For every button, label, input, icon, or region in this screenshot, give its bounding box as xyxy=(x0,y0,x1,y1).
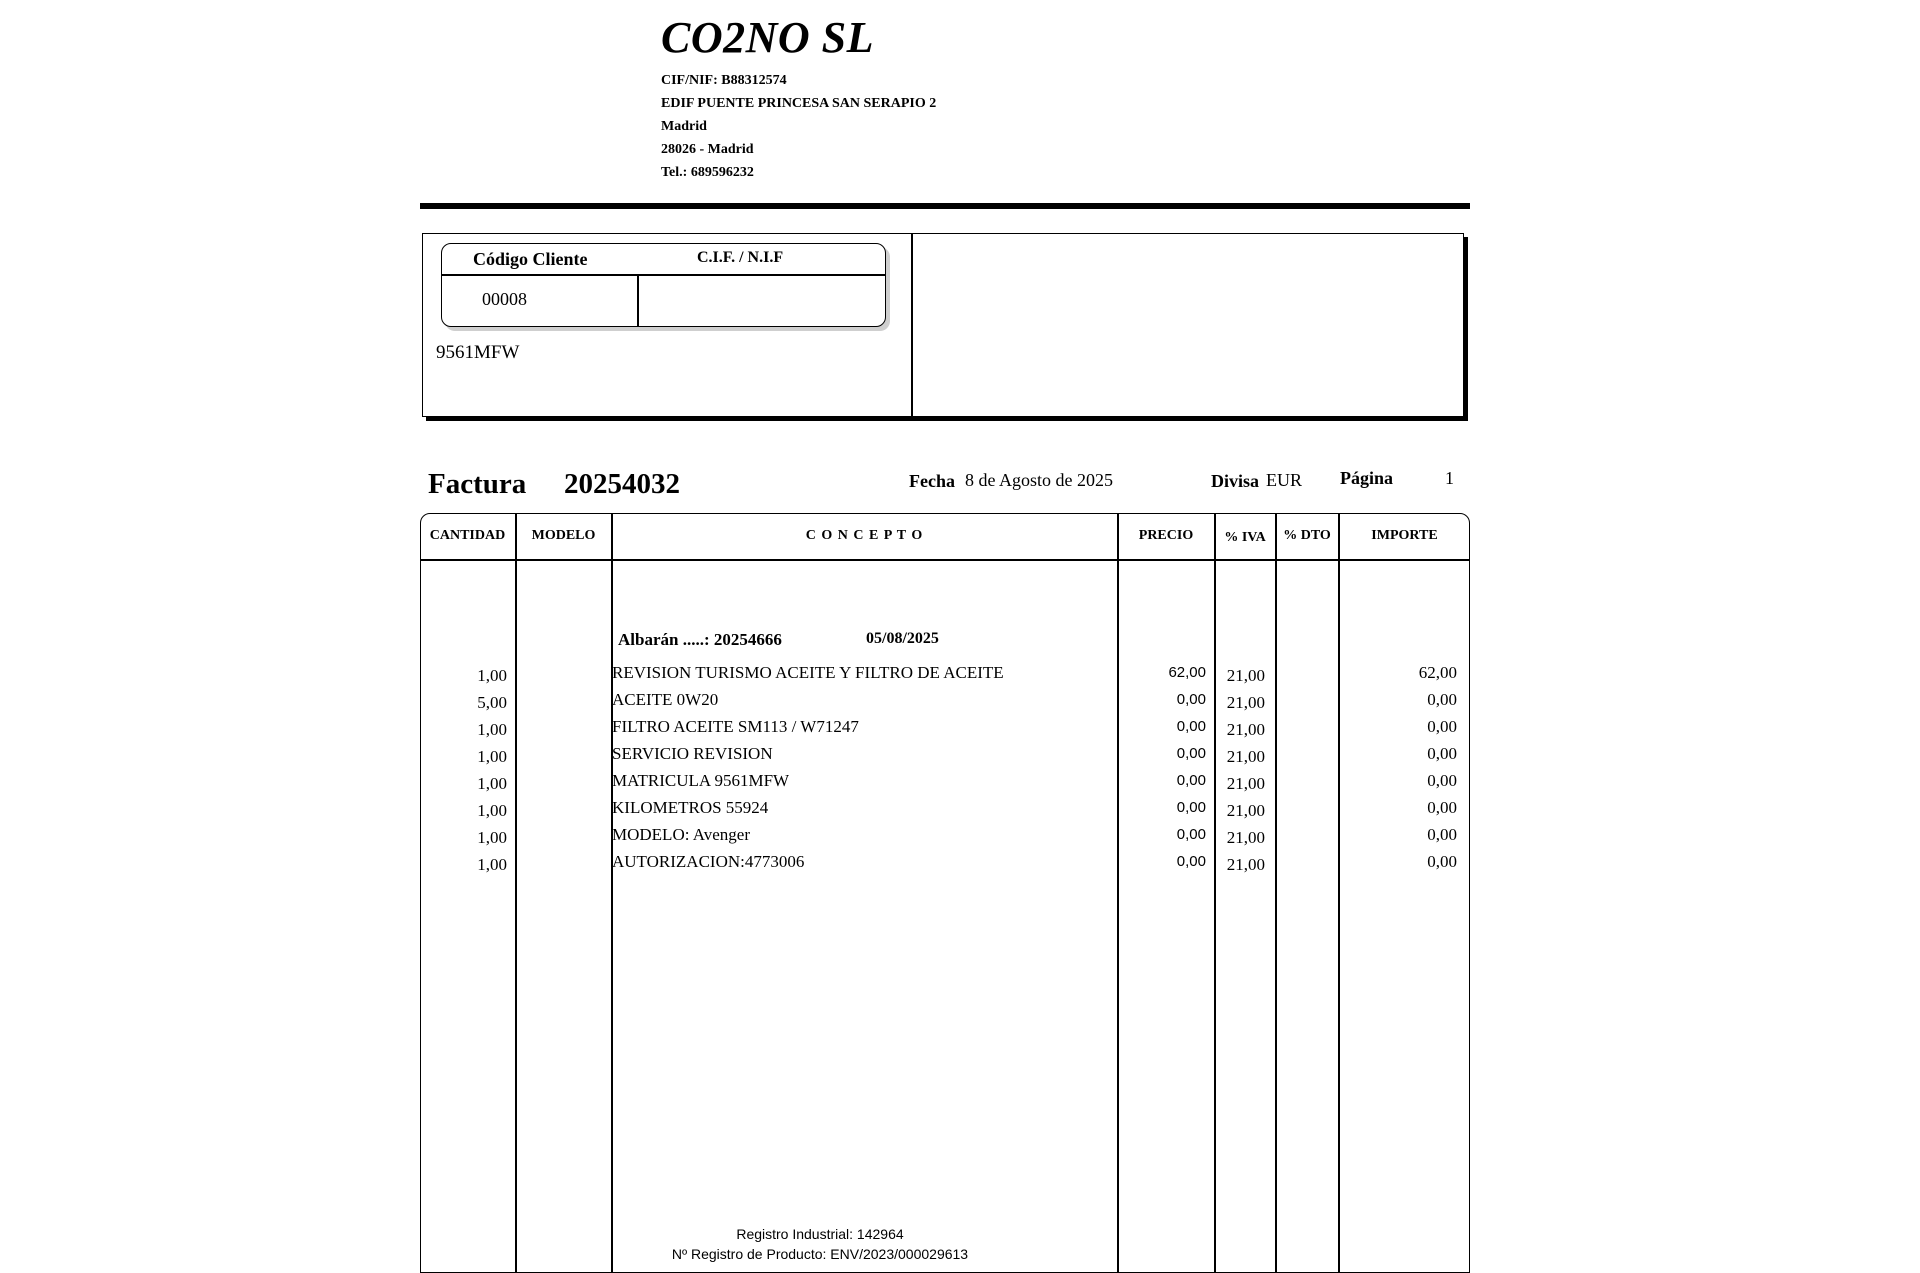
client-code-label: Código Cliente xyxy=(473,249,588,269)
row-concepto: KILOMETROS 55924 xyxy=(612,798,769,817)
client-box-divider xyxy=(911,233,913,417)
row-cantidad: 1,00 xyxy=(477,747,507,766)
row-precio: 0,00 xyxy=(1176,718,1206,735)
row-concepto: MODELO: Avenger xyxy=(612,825,751,844)
row-iva: 21,00 xyxy=(1226,828,1265,847)
row-precio: 0,00 xyxy=(1176,799,1206,816)
row-iva: 21,00 xyxy=(1226,693,1265,712)
row-importe: 0,00 xyxy=(1427,798,1457,817)
row-iva: 21,00 xyxy=(1226,855,1265,874)
company-city: Madrid xyxy=(661,119,707,134)
company-cif: CIF/NIF: B88312574 xyxy=(661,73,787,88)
row-importe: 0,00 xyxy=(1427,690,1457,709)
header-importe: IMPORTE xyxy=(1371,528,1438,543)
date-value: 8 de Agosto de 2025 xyxy=(965,470,1113,490)
row-iva: 21,00 xyxy=(1226,747,1265,766)
row-iva: 21,00 xyxy=(1226,666,1265,685)
header-divider xyxy=(420,203,1470,209)
row-cantidad: 5,00 xyxy=(477,693,507,712)
column-divider xyxy=(1117,513,1119,1273)
table-row xyxy=(0,852,1920,879)
row-precio: 0,00 xyxy=(1176,772,1206,789)
company-phone: Tel.: 689596232 xyxy=(661,165,754,180)
row-concepto: MATRICULA 9561MFW xyxy=(612,771,790,790)
header-dto: % DTO xyxy=(1283,528,1331,543)
row-cantidad: 1,00 xyxy=(477,720,507,739)
header-precio: PRECIO xyxy=(1138,528,1194,543)
row-precio: 62,00 xyxy=(1168,664,1206,681)
date-label: Fecha xyxy=(909,471,955,491)
client-card-column-separator xyxy=(637,274,639,327)
company-postal: 28026 - Madrid xyxy=(661,142,754,157)
column-divider xyxy=(611,513,613,1273)
row-importe: 0,00 xyxy=(1427,825,1457,844)
row-importe: 0,00 xyxy=(1427,744,1457,763)
row-iva: 21,00 xyxy=(1226,801,1265,820)
row-concepto: FILTRO ACEITE SM113 / W71247 xyxy=(612,717,859,736)
row-importe: 0,00 xyxy=(1427,852,1457,871)
row-cantidad: 1,00 xyxy=(477,774,507,793)
client-card-separator xyxy=(441,274,886,276)
header-iva: % IVA xyxy=(1224,530,1266,545)
column-divider xyxy=(515,513,517,1273)
header-modelo: MODELO xyxy=(531,528,596,543)
row-concepto: REVISION TURISMO ACEITE Y FILTRO DE ACEITE xyxy=(612,663,1004,682)
row-precio: 0,00 xyxy=(1176,853,1206,870)
row-precio: 0,00 xyxy=(1176,745,1206,762)
row-precio: 0,00 xyxy=(1176,826,1206,843)
currency-label: Divisa xyxy=(1211,471,1260,491)
invoice-number: 20254032 xyxy=(564,468,680,500)
table-row xyxy=(0,798,1920,825)
currency-value: EUR xyxy=(1266,470,1302,490)
registro-industrial: Registro Industrial: 142964 xyxy=(736,1226,904,1242)
row-cantidad: 1,00 xyxy=(477,801,507,820)
row-precio: 0,00 xyxy=(1176,691,1206,708)
table-row xyxy=(0,717,1920,744)
row-concepto: SERVICIO REVISION xyxy=(612,744,773,763)
table-row xyxy=(0,744,1920,771)
header-cantidad: CANTIDAD xyxy=(429,528,506,543)
row-iva: 21,00 xyxy=(1226,720,1265,739)
invoice-label: Factura xyxy=(428,468,527,500)
client-plate: 9561MFW xyxy=(436,342,520,363)
row-importe: 0,00 xyxy=(1427,717,1457,736)
table-row xyxy=(0,825,1920,852)
table-row xyxy=(0,771,1920,798)
company-name: CO2NO SL xyxy=(661,13,875,62)
company-address: EDIF PUENTE PRINCESA SAN SERAPIO 2 xyxy=(661,96,937,111)
row-iva: 21,00 xyxy=(1226,774,1265,793)
table-header-separator xyxy=(420,559,1470,561)
header-concepto: C O N C E P T O xyxy=(805,528,924,543)
registro-producto: Nº Registro de Producto: ENV/2023/000029613 xyxy=(671,1246,969,1262)
table-row xyxy=(0,690,1920,717)
client-nif-label: C.I.F. / N.I.F xyxy=(697,249,784,266)
albaran-reference: Albarán .....: 20254666 xyxy=(618,630,782,649)
row-importe: 0,00 xyxy=(1427,771,1457,790)
column-divider xyxy=(1275,513,1277,1273)
row-importe: 62,00 xyxy=(1418,663,1457,682)
row-concepto: ACEITE 0W20 xyxy=(612,690,719,709)
row-cantidad: 1,00 xyxy=(477,855,507,874)
row-cantidad: 1,00 xyxy=(477,666,507,685)
page-number: 1 xyxy=(1445,468,1454,488)
column-divider xyxy=(1338,513,1340,1273)
albaran-date: 05/08/2025 xyxy=(866,630,939,647)
invoice-lines-table xyxy=(420,513,1470,1273)
row-cantidad: 1,00 xyxy=(477,828,507,847)
column-divider xyxy=(1214,513,1216,1273)
table-row xyxy=(0,663,1920,690)
row-concepto: AUTORIZACION:4773006 xyxy=(612,852,805,871)
client-code-value: 00008 xyxy=(482,289,527,309)
page-label: Página xyxy=(1340,468,1394,488)
